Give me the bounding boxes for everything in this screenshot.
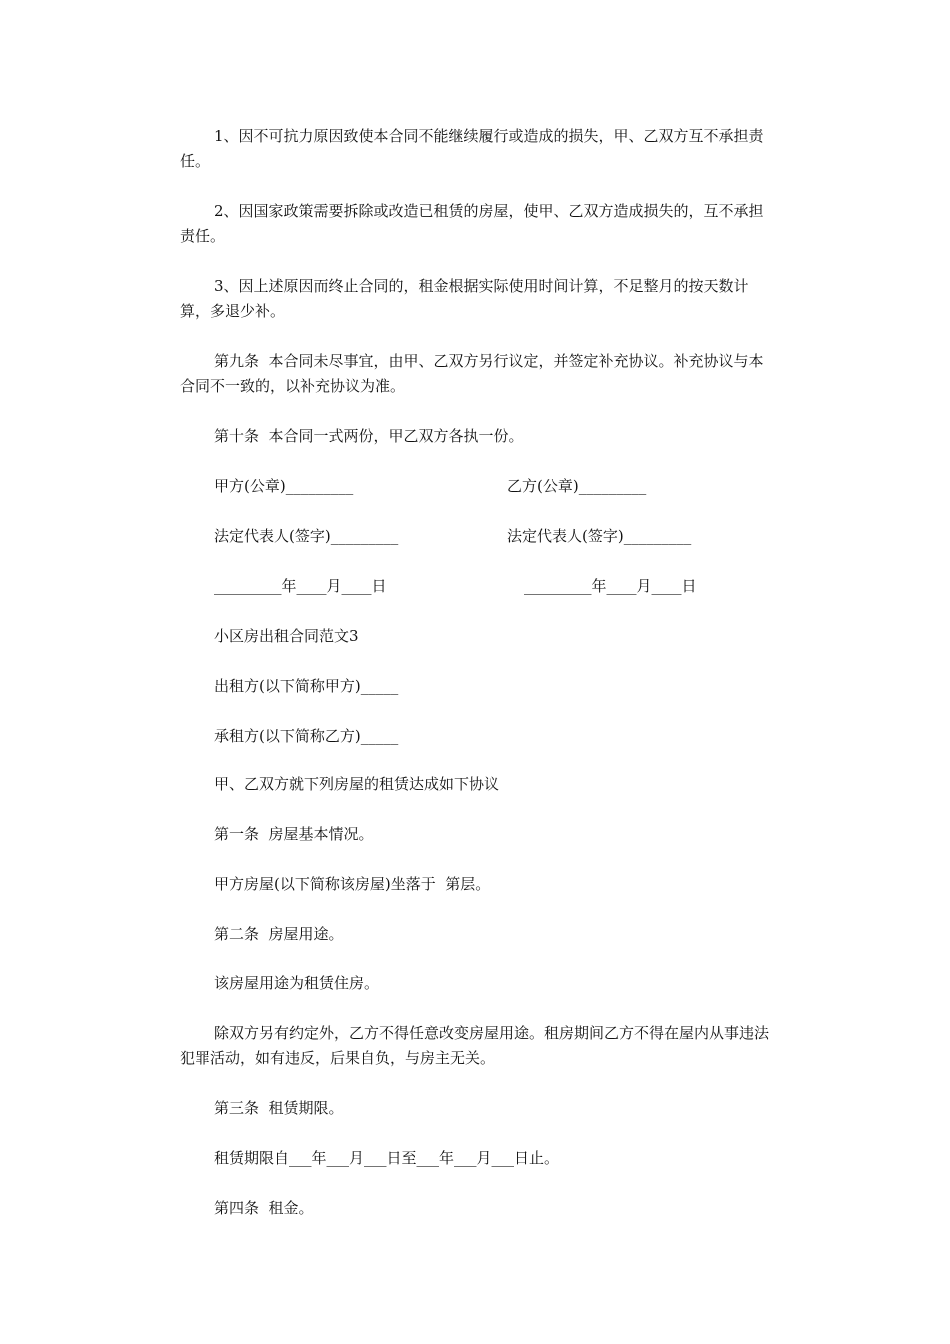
party-a-representative: 法定代表人(签字)_________ bbox=[214, 527, 399, 545]
article-9-paragraph: 第九条 本合同未尽事宜，由甲、乙双方另行议定，并签定补充协议。补充协议与本合同不一致的，以补充协议为准。 bbox=[180, 352, 764, 395]
clause-paragraph-3: 3、因上述原因而终止合同的，租金根据实际使用时间计算，不足整月的按天数计算，多退少补。 bbox=[180, 277, 749, 320]
lessor-line: 出租方(以下简称甲方)_____ bbox=[214, 677, 399, 695]
article-3-text: 租赁期限自___年___月___日至___年___月___日止。 bbox=[214, 1149, 560, 1167]
article-2-text: 该房屋用途为租赁住房。 bbox=[214, 974, 380, 992]
lessee-line: 承租方(以下简称乙方)_____ bbox=[214, 727, 399, 745]
article-2-restriction: 除双方另有约定外，乙方不得任意改变房屋用途。租房期间乙方不得在屋内从事违法犯罪活动，如有违反，后果自负，与房主无关。 bbox=[180, 1024, 770, 1067]
clause-paragraph-1: 1、因不可抗力原因致使本合同不能继续履行或造成的损失，甲、乙双方互不承担责任。 bbox=[180, 127, 764, 170]
clause-paragraph-2: 2、因国家政策需要拆除或改造已租赁的房屋，使甲、乙双方造成损失的，互不承担责任。 bbox=[180, 202, 764, 245]
article-3-heading: 第三条 租赁期限。 bbox=[214, 1099, 344, 1117]
article-2-heading: 第二条 房屋用途。 bbox=[214, 925, 344, 943]
party-a-seal: 甲方(公章)_________ bbox=[214, 477, 354, 495]
agreement-intro: 甲、乙双方就下列房屋的租赁达成如下协议 bbox=[214, 775, 500, 793]
section-title: 小区房出租合同范文3 bbox=[214, 627, 359, 645]
article-10-paragraph: 第十条 本合同一式两份，甲乙双方各执一份。 bbox=[214, 427, 524, 445]
article-4-heading: 第四条 租金。 bbox=[214, 1199, 314, 1217]
party-b-representative: 法定代表人(签字)_________ bbox=[507, 527, 692, 545]
party-a-date: _________年____月____日 bbox=[214, 577, 387, 595]
party-b-seal: 乙方(公章)_________ bbox=[507, 477, 647, 495]
article-1-heading: 第一条 房屋基本情况。 bbox=[214, 825, 374, 843]
article-1-text: 甲方房屋(以下简称该房屋)坐落于 第层。 bbox=[214, 875, 491, 893]
party-b-date: _________年____月____日 bbox=[524, 577, 697, 595]
